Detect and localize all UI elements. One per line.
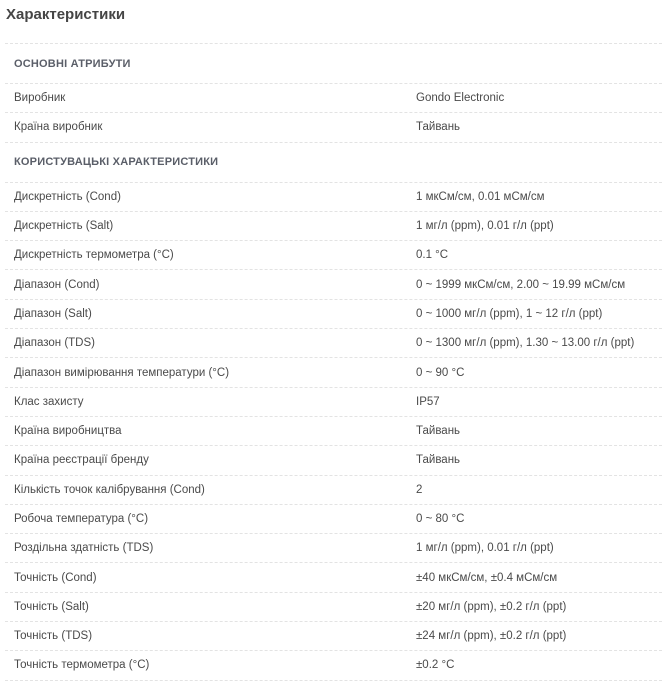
spec-value: 0 ~ 1999 мкСм/см, 2.00 ~ 19.99 мСм/см [416,278,626,291]
spec-name: Кількість точок калібрування (Cond) [14,483,205,496]
spec-row [5,300,662,329]
spec-value: 0 ~ 1300 мг/л (ppm), 1.30 ~ 13.00 г/л (ppt) [416,337,635,350]
spec-row [5,622,662,651]
spec-name: Діапазон (TDS) [14,337,95,350]
spec-value: ±24 мг/л (ppm), ±0.2 г/л (ppt) [416,630,567,643]
spec-name: Країна реєстрації бренду [14,454,149,467]
spec-value: IP57 [416,395,440,408]
section-heading-main-attributes: ОСНОВНІ АТРИБУТИ [5,44,662,84]
spec-name: Дискретність (Cond) [14,190,121,203]
spec-name: Роздільна здатність (TDS) [14,542,154,555]
spec-name: Точність (Cond) [14,571,97,584]
spec-value: ±20 мг/л (ppm), ±0.2 г/л (ppt) [416,600,567,613]
spec-value: ±0.2 °C [416,659,455,672]
spec-name: Дискретність термометра (°C) [14,249,174,262]
specifications-table [5,43,662,681]
section-heading-user-characteristics: КОРИСТУВАЦЬКІ ХАРАКТЕРИСТИКИ [5,143,662,183]
spec-value: 1 мг/л (ppm), 0.01 г/л (ppt) [416,220,554,233]
spec-row [5,651,662,680]
spec-value: Тайвань [416,425,461,438]
spec-row [5,534,662,563]
spec-name: Точність термометра (°C) [14,659,150,672]
spec-row [5,446,662,475]
spec-row [5,388,662,417]
spec-row [5,183,662,212]
spec-value: 1 мкСм/см, 0.01 мСм/см [416,190,545,203]
spec-row [5,505,662,534]
spec-name: Дискретність (Salt) [14,220,114,233]
spec-name: Діапазон вимірювання температури (°C) [14,366,230,379]
spec-row [5,270,662,299]
spec-row [5,329,662,358]
spec-value: 2 [416,483,423,496]
spec-row [5,84,662,113]
spec-name: Виробник [14,92,66,105]
spec-name: Робоча температура (°C) [14,513,149,525]
spec-value: 0 ~ 90 °C [416,366,465,379]
spec-value: 0.1 °C [416,249,449,262]
spec-row [5,476,662,505]
spec-value: Тайвань [416,121,461,134]
spec-value: Gondo Electronic [416,92,505,105]
spec-value: ±40 мкСм/см, ±0.4 мСм/см [416,571,558,584]
spec-name: Точність (Salt) [14,600,89,613]
spec-value: 0 ~ 1000 мг/л (ppm), 1 ~ 12 г/л (ppt) [416,307,603,320]
spec-row [5,593,662,622]
spec-row [5,417,662,446]
spec-row [5,212,662,241]
spec-row [5,563,662,592]
spec-row [5,113,662,142]
spec-name: Клас захисту [14,395,84,408]
spec-name: Країна виробник [14,121,103,134]
spec-name: Діапазон (Salt) [14,307,92,320]
spec-value: Тайвань [416,454,461,467]
spec-name: Діапазон (Cond) [14,278,100,291]
spec-name: Країна виробництва [14,425,122,438]
spec-row [5,358,662,387]
spec-value: 1 мг/л (ppm), 0.01 г/л (ppt) [416,542,554,555]
spec-row [5,241,662,270]
spec-value: 0 ~ 80 °C [416,513,465,525]
spec-name: Точність (TDS) [14,630,93,643]
page-title: Характеристики [6,6,126,23]
